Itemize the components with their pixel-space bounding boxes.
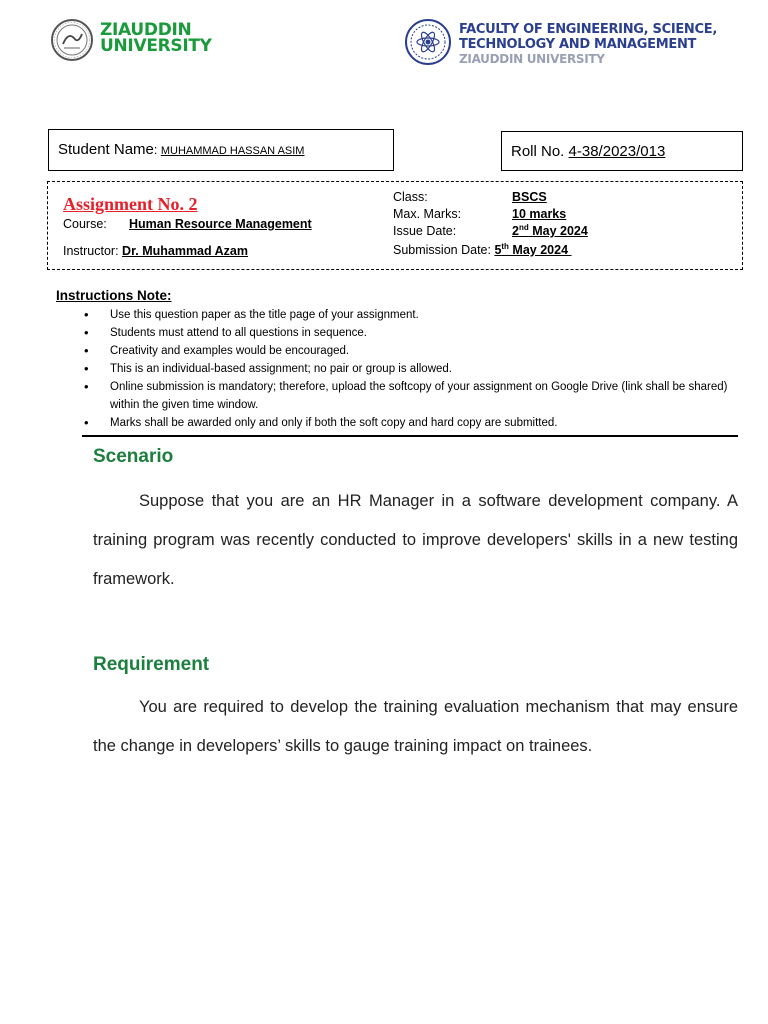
university-seal-icon — [50, 18, 94, 62]
instructor-label: Instructor: — [63, 244, 123, 258]
student-name-box — [48, 129, 394, 171]
ziauddin-university-logo — [50, 16, 210, 68]
scenario-paragraph: Suppose that you are an HR Manager in a software development company. A training program was recently conducted to improve developers' skills in a new testing framework. — [93, 492, 738, 588]
student-name-value: MUHAMMAD HASSAN ASIM — [160, 145, 305, 157]
instructions-heading: Instructions Note: — [56, 288, 172, 303]
assignment-title: Assignment No. 2 — [63, 194, 198, 214]
requirement-heading: Requirement — [93, 654, 210, 675]
roll-number-value: 4-38/2023/013 — [568, 143, 666, 160]
roll-number-label: Roll No. — [511, 143, 569, 160]
course-label: Course: — [63, 217, 107, 231]
class-label: Class: — [393, 190, 428, 204]
issue-date-label: Issue Date: — [393, 224, 457, 238]
submission-date-label: Submission Date: — [393, 243, 495, 257]
issue-date-value: 2nd May 2024 — [512, 222, 588, 238]
section-divider — [82, 435, 738, 437]
class-value: BSCS — [512, 190, 547, 204]
assignment-details-box — [47, 181, 743, 270]
instructor-value: Dr. Muhammad Azam — [122, 244, 248, 258]
max-marks-value: 10 marks — [512, 207, 567, 221]
faculty-seal-icon — [404, 18, 452, 66]
list-item: • Students must attend to all questions in sequence. — [82, 324, 742, 342]
list-item: • Marks shall be awarded only and only if both the soft copy and hard copy are submitted. — [82, 414, 742, 432]
university-name: ZIAUDDIN UNIVERSITY — [100, 20, 212, 56]
scenario-heading: Scenario — [93, 446, 174, 467]
list-item: • This is an individual-based assignment; no pair or group is allowed. — [82, 360, 742, 378]
roll-number-box — [501, 131, 743, 171]
max-marks-label: Max. Marks: — [393, 207, 462, 221]
faculty-logo — [404, 18, 744, 70]
faculty-university-subtext: ZIAUDDIN UNIVERSITY — [459, 52, 605, 66]
faculty-name: FACULTY OF ENGINEERING, SCIENCE, TECHNOLOGY AND MANAGEMENT ZIAUDDIN UNIVERSITY — [459, 22, 717, 66]
student-name-separator: : — [153, 143, 161, 157]
student-name-label: Student Name — [58, 141, 154, 158]
instructions-list — [82, 306, 742, 432]
list-item: • Online submission is mandatory; therefore, upload the softcopy of your assignment on Google Drive (link shall be shared) within the given time window. — [82, 378, 742, 414]
list-item: • Creativity and examples would be encouraged. — [82, 342, 742, 360]
requirement-paragraph: You are required to develop the training evaluation mechanism that may ensure the change in developers’ skills to gauge training impact on trainees. — [93, 698, 738, 755]
submission-date-value: 5th May 2024 — [494, 241, 572, 257]
course-value: Human Resource Management — [129, 217, 312, 231]
list-item: • Use this question paper as the title page of your assignment. — [82, 306, 742, 324]
